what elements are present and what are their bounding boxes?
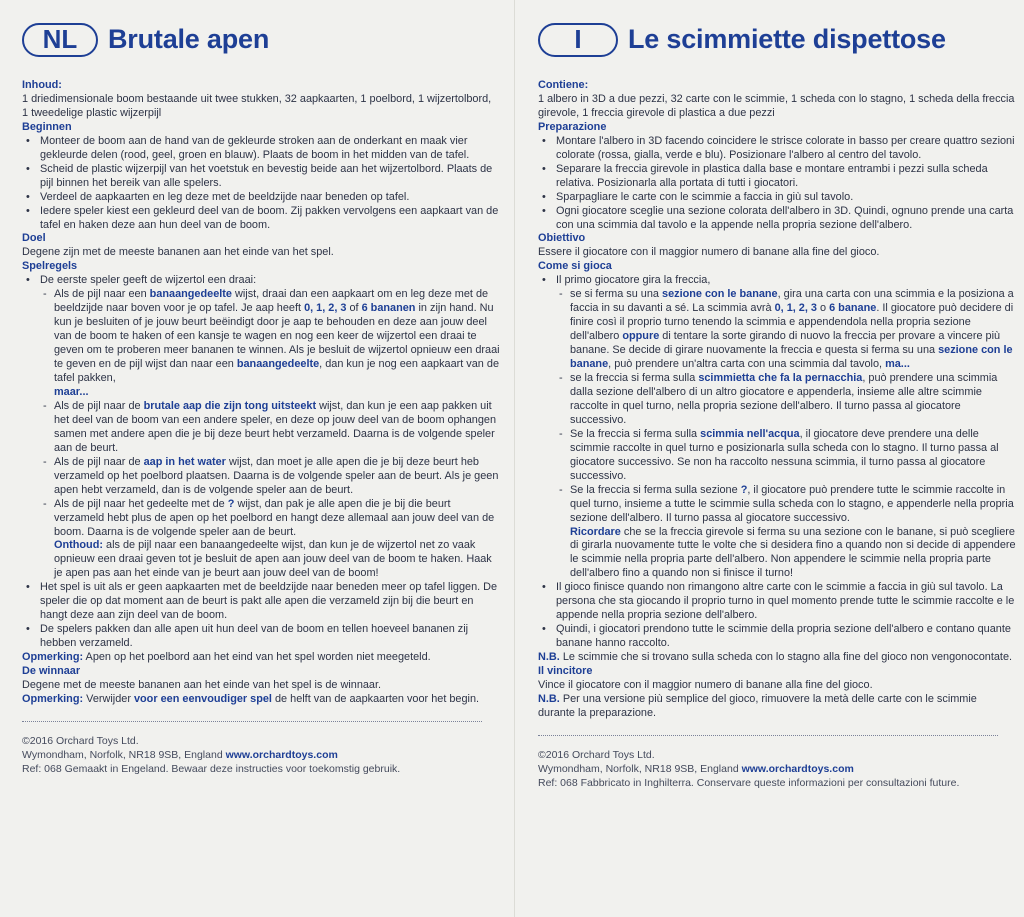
- heading-preparazione: Preparazione: [538, 120, 607, 133]
- dutch-column: [22, 0, 500, 917]
- list-item: • Il gioco finisce quando non rimangono altre carte con le scimmie a faccia in giù sul tavolo. La persona che sta giocando il proprio turno in quel momento prende tutte le scimmie raccolte e le appende nella propria sezione dell'albero.: [538, 581, 1016, 623]
- list-item: • Separare la freccia girevole in plastica dalla base e montare entrambi i pezzi sulla scheda relativa. Posizionarla alla portata di tutti i giocatori.: [538, 163, 1016, 191]
- heading-contiene: Contiene:: [538, 79, 589, 91]
- page-title-it: Le scimmiette dispettose: [628, 24, 946, 55]
- heading-come-si-gioca: Come si gioca: [538, 260, 612, 273]
- rule-question: - Se la freccia si ferma sulla sezione ?, il giocatore può prendere tutte le scimmie raccolte in quel turno, insieme a tutte le scimmie sulla scheda con lo stagno, e appenderle nella propria sezione dell'albero. Il turno passa al giocatore successivo. Ricordare che se la freccia girevole si ferma su una sezione con le banane, si può scegliere di girarla nuovamente tutte le volte che si desidera fino a quando non si decide di appendere le scimmie nella propria parte dell'albero. Non appendere le scimmie nella propria parte dell'albero fino a quando non si finisce il turno!: [556, 484, 1016, 582]
- list-item: [22, 274, 500, 581]
- note-pond: N.B. Le scimmie che si trovano sulla scheda con lo stagno alla fine del gioco non vengonocontate.: [538, 651, 1013, 664]
- winner-text: Vince il giocatore con il maggior numero di banane alla fine del gioco.: [538, 678, 873, 691]
- goal-text: Degene zijn met de meeste bananen aan het einde van het spel.: [22, 246, 334, 259]
- italian-header: [538, 20, 1016, 60]
- footer-it: [538, 748, 1016, 790]
- reference: Ref: 068 Fabbricato in Inghilterra. Conservare queste informazioni per consultazioni future.: [538, 776, 960, 789]
- language-badge-nl: NL: [22, 23, 98, 57]
- footer-nl: [22, 734, 500, 776]
- list-item: • Iedere speler kiest een gekleurd deel van de boom. Zij pakken vervolgens een aapkaart van de tafel en haken deze aan hun deel van de boom.: [22, 205, 500, 233]
- note-simple: Opmerking: Verwijder voor een eenvoudiger spel de helft van de aapkaarten voor het begin.: [22, 692, 480, 705]
- rules-sublist: [40, 288, 500, 581]
- list-item: • Ogni giocatore sceglie una sezione colorata dell'albero in 3D. Quindi, ognuno prende una carta con una scimmia dal tavolo e la appende nella propria sezione dell'albero.: [538, 205, 1016, 233]
- heading-beginnen: Beginnen: [22, 120, 72, 133]
- rule-cheeky-monkey: - Als de pijl naar de brutale aap die zijn tong uitsteekt wijst, dan kun je een aap pakken uit het deel van de boom van een andere speler, en deze op jouw deel van de boom ophangen samen met andere apen die je bij deze beurt hebt verzameld. Daarna is de volgende speler aan de beurt.: [40, 400, 500, 456]
- copyright: ©2016 Orchard Toys Ltd.: [538, 748, 655, 761]
- list-item: • De spelers pakken dan alle apen uit hun deel van de boom en tellen hoeveel bananen zij hebben verzameld.: [22, 623, 500, 651]
- list-item: • Het spel is uit als er geen aapkaarten met de beeldzijde naar beneden meer op tafel liggen. De speler die op dat moment aan de beurt is pakt alle apen die verzameld zijn bij die beurt en hangt deze aan zijn deel van de boom.: [22, 581, 500, 623]
- divider: [538, 735, 998, 736]
- winner-text: Degene met de meeste bananen aan het einde van het spel is de winnaar.: [22, 678, 382, 691]
- list-item: • Monteer de boom aan de hand van de gekleurde stroken aan de onderkant en maak vier gekleurde delen (rood, geel, groen en blauw). Plaats de boom in het midden van de tafel.: [22, 135, 500, 163]
- list-item: • Montare l'albero in 3D facendo coincidere le strisce colorate in basso per creare quattro sezioni colorate (rossa, gialla, verde e blu). Posizionare l'albero al centro del tavolo.: [538, 135, 1016, 163]
- heading-inhoud: Inhoud:: [22, 79, 62, 91]
- rules-list: [538, 274, 1016, 651]
- heading-obiettivo: Obiettivo: [538, 232, 586, 245]
- rule-cheeky-monkey: - se la freccia si ferma sulla scimmietta che fa la pernacchia, può prendere una scimmia dalla sezione dell'albero di un altro giocatore e appenderla, insieme alle altre scimmie raccolte in quel turno, nella propria sezione dell'albero. Il turno passa al giocatore successivo.: [556, 372, 1016, 428]
- setup-list: [22, 135, 500, 233]
- heading-spelregels: Spelregels: [22, 260, 78, 273]
- heading-winnaar: De winnaar: [22, 665, 81, 678]
- heading-vincitore: Il vincitore: [538, 665, 593, 678]
- dutch-header: [22, 20, 500, 60]
- rules-sublist: [556, 288, 1016, 581]
- goal-text: Essere il giocatore con il maggior numero di banane alla fine del gioco.: [538, 246, 880, 259]
- website-link: www.orchardtoys.com: [741, 762, 854, 775]
- list-item: • Sparpagliare le carte con le scimmie a faccia in giù sul tavolo.: [538, 191, 1016, 205]
- setup-list: [538, 135, 1016, 233]
- rules-list: [22, 274, 500, 651]
- column-gutter: [514, 0, 515, 917]
- copyright: ©2016 Orchard Toys Ltd.: [22, 734, 139, 747]
- language-badge-it: I: [538, 23, 618, 57]
- address: Wymondham, Norfolk, NR18 9SB, England www.orchardtoys.com: [22, 748, 338, 761]
- divider: [22, 721, 482, 722]
- contents-text: 1 albero in 3D a due pezzi, 32 carte con le scimmie, 1 scheda con lo stagno, 1 scheda della freccia girevole, 1 freccia girevole di plastica a due pezzi: [538, 92, 1015, 119]
- page-title-nl: Brutale apen: [108, 24, 270, 55]
- note-pond: Opmerking: Apen op het poelbord aan het eind van het spel worden niet meegeteld.: [22, 651, 431, 664]
- address: Wymondham, Norfolk, NR18 9SB, England www.orchardtoys.com: [538, 762, 854, 775]
- rule-question: - Als de pijl naar het gedeelte met de ? wijst, dan pak je alle apen die je bij die beurt verzameld hebt plus de apen op het poelbord en hangt deze allemaal aan jouw deel van de boom. Daarna is de volgende speler aan de beurt. Onthoud: als de pijl naar een banaangedeelte wijst, dan kun je de wijzertol net zo vaak opnieuw een draai geven tot je besluit de apen aan jouw deel van de boom te haken. Haak je apen pas aan het einde van je beurt aan jouw deel van de boom!: [40, 498, 500, 582]
- note-simple: N.B. Per una versione più semplice del gioco, rimuovere la metà delle carte con le scimmie durante la preparazione.: [538, 692, 977, 719]
- rule-banana: - Als de pijl naar een banaangedeelte wijst, draai dan een aapkaart om en leg deze met de beeldzijde naar boven voor je op tafel. Je aap heeft 0, 1, 2, 3 of 6 bananen in zijn hand. Nu kun je besluiten of je jouw beurt beëindigt door je aap te behouden en deze aan jouw deel van de boom te haken of een kansje te wagen en nog een keer de wijzertol een draai te geven om te proberen meer bananen te winnen. Als je besluit de wijzertol opnieuw een draai te geven en de pijl wijst dan naar een banaangedeelte, dan kun je nog een aapkaart van de tafel pakken, maar...: [40, 288, 500, 400]
- rule-water-monkey: - Se la freccia si ferma sulla scimmia nell'acqua, il giocatore deve prendere una delle scimmie raccolte in quel turno e posizionarla sulla scheda con lo stagno. Il turno passa al giocatore successivo. Se non ha raccolto nessuna scimmia, il turno passa al giocatore successivo.: [556, 428, 1016, 484]
- list-item: • Scheid de plastic wijzerpijl van het voetstuk en bevestig beide aan het wijzertolbord. Plaats de pijl binnen het bereik van alle spelers.: [22, 163, 500, 191]
- reference: Ref: 068 Gemaakt in Engeland. Bewaar deze instructies voor toekomstig gebruik.: [22, 762, 401, 775]
- rule-water-monkey: - Als de pijl naar de aap in het water wijst, dan moet je alle apen die je bij deze beurt heb verzameld op het poelbord plaatsen. Daarna is de volgende speler aan de beurt. Als je geen apen hebt verzameld, dan is de volgende speler aan de beurt.: [40, 456, 500, 498]
- contents-text: 1 driedimensionale boom bestaande uit twee stukken, 32 aapkaarten, 1 poelbord, 1 wijzertolbord, 1 tweedelige plastic wijzerpijl: [22, 92, 492, 119]
- rules-intro: Il primo giocatore gira la freccia,: [556, 274, 711, 287]
- website-link: www.orchardtoys.com: [225, 748, 338, 761]
- rule-banana: - se si ferma su una sezione con le banane, gira una carta con una scimmia e la posiziona a faccia in su davanti a sé. La scimmia avrà 0, 1, 2, 3 o 6 banane. Il giocatore può decidere di finire così il proprio turno tenendo la scimmia e appendendola nella propria sezione dell'albero oppure di tentare la sorte girando di nuovo la freccia per provare a vincere più banane. Se decide di girare nuovamente la freccia e questa si ferma su una sezione con le banane, può prendere un'altra carta con una scimmia dal tavolo, ma...: [556, 288, 1016, 372]
- list-item: [538, 274, 1016, 581]
- list-item: • Quindi, i giocatori prendono tutte le scimmie della propria sezione dell'albero e contano quante banane hanno raccolto.: [538, 623, 1016, 651]
- rules-intro: De eerste speler geeft de wijzertol een draai:: [40, 274, 257, 287]
- italian-column: [538, 0, 1016, 917]
- heading-doel: Doel: [22, 232, 46, 245]
- list-item: • Verdeel de aapkaarten en leg deze met de beeldzijde naar beneden op tafel.: [22, 191, 500, 205]
